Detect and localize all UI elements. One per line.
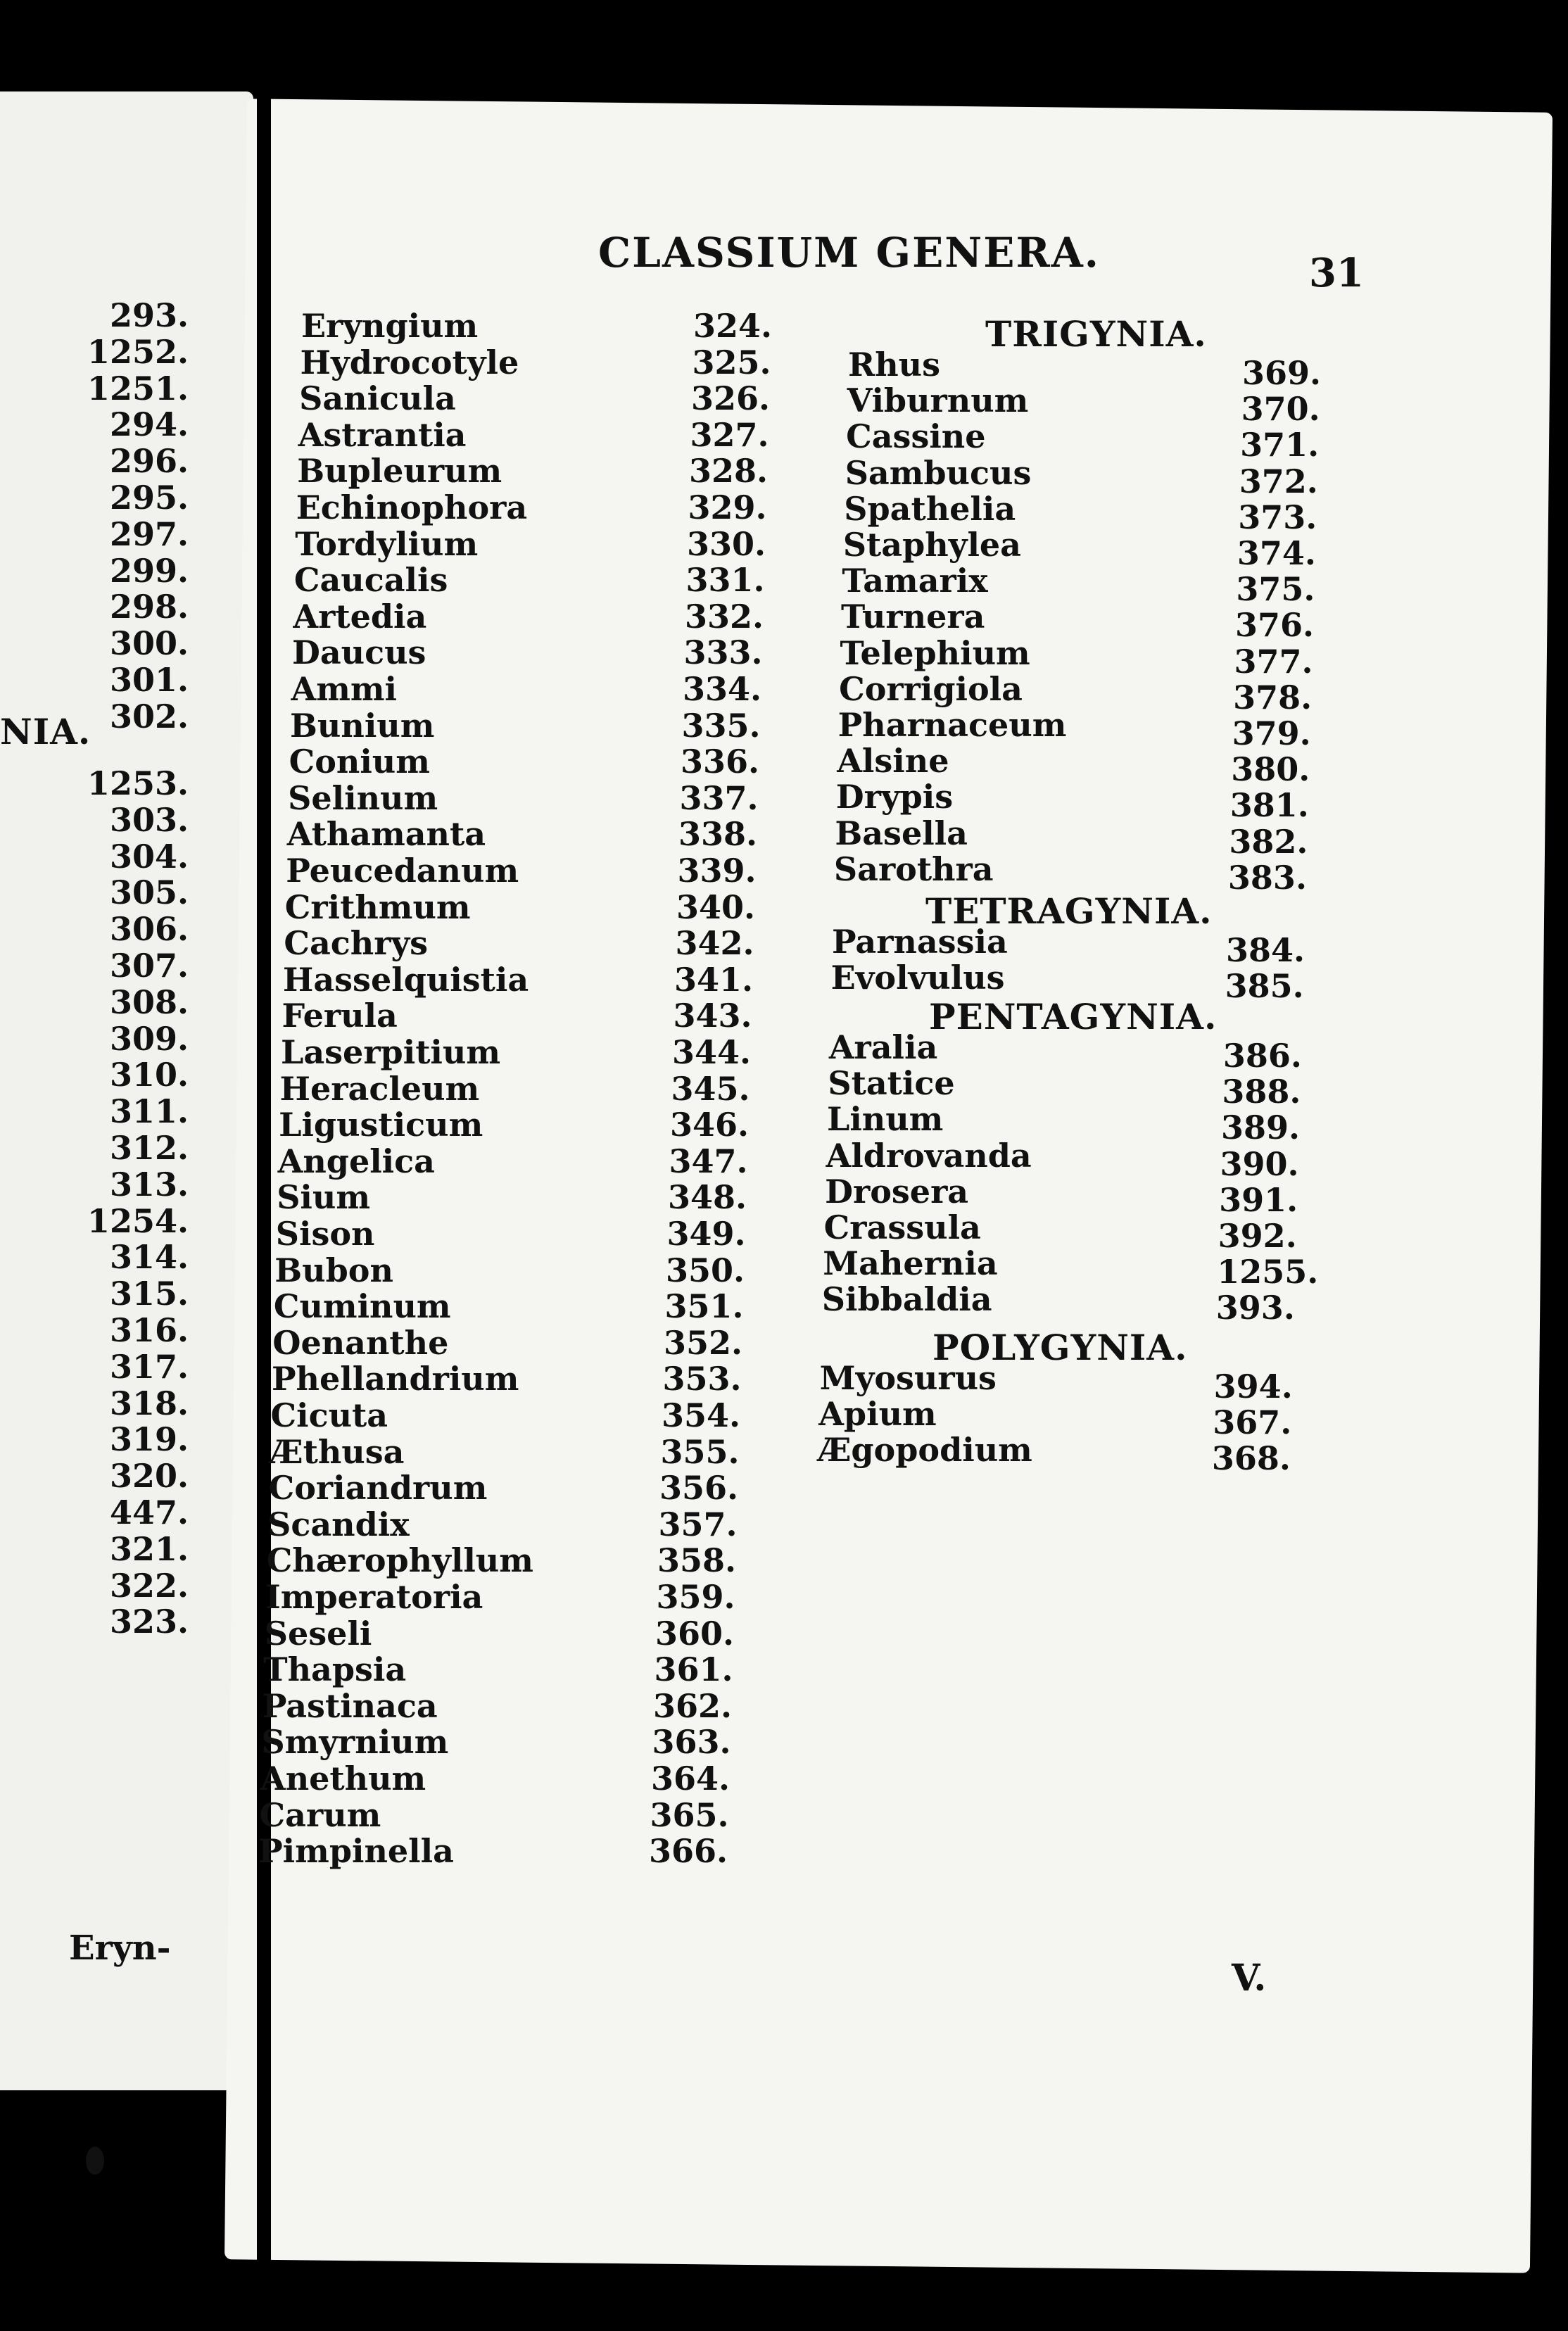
genus-number: 347.: [669, 1142, 748, 1180]
genus-number: 364.: [651, 1760, 731, 1798]
genus-number: 361.: [654, 1650, 733, 1689]
genus-name: Coriandrum: [268, 1469, 488, 1508]
left-page-number: 319.: [109, 1420, 189, 1459]
genus-name: Telephium: [840, 633, 1030, 672]
genus-number: 366.: [649, 1832, 728, 1871]
left-heading-fragment: NIA.: [0, 711, 91, 752]
genus-name: Ferula: [282, 997, 398, 1035]
genus-name: Peucedanum: [286, 852, 519, 890]
footer-catchword: V.: [1232, 1957, 1267, 2000]
genus-name: Pimpinella: [258, 1832, 454, 1871]
left-page-number: 296.: [109, 442, 189, 481]
genus-name: Crithmum: [284, 887, 471, 926]
genus-name: Chærophyllum: [266, 1541, 533, 1580]
genus-number: 332.: [685, 597, 764, 636]
genus-name: Linum: [826, 1100, 944, 1139]
left-page-number: 447.: [109, 1493, 189, 1531]
genus-name: Sibbaldia: [821, 1280, 992, 1319]
genus-name: Anethum: [260, 1760, 426, 1798]
genus-number: 324.: [693, 307, 773, 345]
genus-number: 384.: [1226, 931, 1305, 969]
genus-name: Smyrnium: [261, 1723, 449, 1762]
genus-number: 380.: [1231, 750, 1310, 789]
genus-name: Conium: [289, 743, 430, 781]
genus-name: Basella: [835, 814, 968, 852]
genus-number: 357.: [658, 1505, 738, 1543]
genus-name: Bupleurum: [297, 452, 502, 491]
genus-name: Oenanthe: [272, 1323, 449, 1362]
genus-number: 336.: [681, 743, 760, 781]
left-page-number: 301.: [109, 661, 189, 699]
left-page-number: 293.: [109, 296, 189, 334]
genus-name: Parnassia: [832, 923, 1008, 961]
genus-number: 342.: [675, 924, 754, 963]
genus-number: 326.: [691, 379, 771, 418]
genus-name: Sarothra: [833, 849, 994, 888]
genus-number: 330.: [687, 524, 766, 563]
genus-number: 363.: [652, 1723, 731, 1762]
section-heading: TRIGYNIA.: [985, 313, 1207, 355]
left-page-number: 1253.: [87, 764, 189, 802]
page-title: CLASSIUM GENERA.: [598, 229, 1100, 277]
left-page-number: 320.: [109, 1457, 189, 1496]
genus-number: 386.: [1222, 1037, 1302, 1075]
left-page-number: 298.: [109, 588, 189, 626]
left-page-number: 309.: [109, 1019, 189, 1058]
genus-name: Crassula: [823, 1208, 981, 1246]
genus-name: Sium: [277, 1178, 370, 1217]
left-page-number: 302.: [109, 697, 189, 735]
genus-number: 391.: [1219, 1180, 1298, 1219]
section-heading: POLYGYNIA.: [932, 1327, 1188, 1368]
genus-name: Cuminum: [273, 1287, 451, 1326]
genus-number: 355.: [660, 1432, 740, 1471]
genus-name: Apium: [818, 1395, 937, 1434]
left-page-number: 316.: [109, 1311, 189, 1349]
section-heading: PENTAGYNIA.: [929, 996, 1218, 1037]
genus-name: Artedia: [293, 597, 427, 636]
genus-number: 382.: [1229, 822, 1308, 861]
left-page-number: 303.: [109, 800, 189, 839]
genus-number: 331.: [685, 561, 765, 600]
genus-name: Sison: [275, 1215, 375, 1253]
genus-name: Thapsia: [263, 1650, 407, 1689]
section-heading: TETRAGYNIA.: [925, 890, 1213, 932]
genus-number: 359.: [656, 1578, 735, 1616]
genus-number: 354.: [662, 1396, 741, 1434]
genus-name: Laserpitium: [281, 1033, 501, 1071]
genus-number: 383.: [1227, 858, 1307, 897]
genus-name: Athamanta: [286, 815, 486, 854]
genus-number: 346.: [670, 1106, 750, 1144]
genus-name: Ægopodium: [817, 1431, 1032, 1470]
genus-number: 378.: [1233, 678, 1313, 716]
genus-name: Bunium: [290, 706, 435, 745]
genus-number: 341.: [674, 960, 754, 999]
left-page-number: 322.: [109, 1566, 189, 1605]
genus-name: Turnera: [840, 598, 985, 636]
genus-number: 374.: [1237, 534, 1316, 572]
genus-name: Rhus: [848, 346, 941, 384]
left-page-number: 307.: [109, 947, 189, 985]
genus-name: Bubon: [274, 1251, 393, 1289]
left-page-number: 317.: [109, 1347, 189, 1386]
genus-number: 350.: [666, 1251, 745, 1289]
ink-spot: [86, 2147, 104, 2175]
genus-number: 376.: [1234, 606, 1314, 645]
genus-name: Scandix: [267, 1505, 410, 1543]
left-page-number: 315.: [109, 1275, 189, 1313]
genus-number: 377.: [1234, 642, 1313, 681]
genus-name: Tamarix: [842, 562, 988, 600]
genus-name: Hydrocotyle: [300, 343, 519, 381]
genus-number: 388.: [1222, 1073, 1301, 1111]
genus-name: Spathelia: [844, 489, 1016, 528]
left-page-number: 312.: [109, 1129, 189, 1167]
left-page-number: 318.: [109, 1384, 189, 1422]
genus-number: 390.: [1220, 1144, 1299, 1183]
genus-number: 365.: [650, 1795, 729, 1834]
genus-name: Daucus: [291, 633, 426, 672]
genus-name: Angelica: [277, 1142, 435, 1180]
left-page-number: 321.: [109, 1529, 189, 1568]
genus-number: 335.: [681, 706, 761, 745]
genus-number: 368.: [1211, 1439, 1291, 1478]
genus-name: Staphylea: [842, 526, 1021, 564]
genus-name: Sambucus: [845, 453, 1032, 492]
genus-name: Ligusticum: [279, 1106, 483, 1144]
genus-name: Astrantia: [298, 415, 467, 454]
genus-number: 393.: [1215, 1289, 1295, 1327]
genus-number: 367.: [1213, 1403, 1292, 1442]
genus-name: Caucalis: [293, 561, 448, 600]
genus-name: Pastinaca: [262, 1686, 438, 1725]
genus-name: Mahernia: [823, 1244, 998, 1283]
genus-number: 392.: [1218, 1217, 1297, 1255]
page-number: 31: [1309, 250, 1364, 296]
genus-name: Evolvulus: [830, 959, 1005, 997]
genus-name: Aralia: [828, 1028, 938, 1066]
genus-number: 349.: [666, 1215, 746, 1253]
genus-number: 329.: [688, 488, 767, 526]
genus-name: Cicuta: [270, 1396, 388, 1434]
genus-name: Sanicula: [299, 379, 456, 418]
left-page-number: 305.: [109, 873, 189, 912]
genus-number: 351.: [664, 1287, 744, 1326]
left-page-number: 299.: [109, 551, 189, 590]
left-page-number: 313.: [109, 1165, 189, 1204]
genus-name: Statice: [828, 1064, 955, 1103]
genus-name: Cassine: [846, 417, 986, 456]
genus-number: 389.: [1220, 1108, 1301, 1147]
genus-name: Carum: [259, 1795, 381, 1834]
genus-number: 345.: [671, 1069, 750, 1108]
left-page-number: 323.: [109, 1603, 189, 1641]
genus-number: 333.: [683, 633, 763, 672]
genus-number: 356.: [659, 1469, 739, 1508]
left-page-number: 310.: [109, 1056, 189, 1094]
genus-name: Æthusa: [270, 1432, 405, 1471]
genus-number: 358.: [657, 1541, 737, 1580]
left-page-number: 300.: [109, 624, 189, 663]
genus-number: 338.: [678, 815, 758, 854]
genus-number: 348.: [668, 1178, 747, 1217]
genus-name: Corrigiola: [839, 669, 1023, 708]
genus-number: 1255.: [1217, 1253, 1319, 1291]
genus-number: 362.: [653, 1686, 733, 1725]
left-catchword: Eryn-: [69, 1928, 171, 1968]
genus-number: 334.: [683, 670, 762, 708]
genus-number: 353.: [662, 1360, 742, 1398]
left-page-number: 295.: [109, 479, 189, 517]
genus-name: Hasselquistia: [282, 960, 529, 999]
genus-number: 360.: [655, 1614, 735, 1653]
genus-number: 370.: [1241, 390, 1320, 429]
genus-name: Viburnum: [847, 381, 1029, 420]
genus-name: Aldrovanda: [826, 1136, 1032, 1175]
genus-number: 352.: [664, 1323, 743, 1362]
genus-name: Drypis: [835, 778, 954, 816]
genus-name: Eryngium: [301, 307, 479, 345]
genus-number: 328.: [689, 452, 769, 491]
left-page-number: 304.: [109, 837, 189, 876]
genus-name: Seseli: [264, 1614, 372, 1653]
genus-number: 371.: [1240, 426, 1320, 465]
genus-number: 381.: [1229, 786, 1309, 825]
genus-name: Myosurus: [819, 1359, 997, 1397]
left-page-number: 1252.: [87, 332, 189, 371]
genus-number: 340.: [676, 887, 756, 926]
genus-name: Phellandrium: [271, 1360, 519, 1398]
genus-number: 339.: [677, 852, 757, 890]
genus-number: 379.: [1232, 714, 1311, 752]
left-page-number: 314.: [109, 1238, 189, 1277]
genus-number: 394.: [1213, 1367, 1293, 1405]
genus-number: 343.: [673, 997, 752, 1035]
genus-name: Echinophora: [296, 488, 528, 526]
genus-name: Alsine: [837, 742, 949, 781]
book-gutter: [257, 99, 271, 2280]
left-page-number: 306.: [109, 910, 189, 949]
genus-name: Pharnaceum: [837, 706, 1067, 744]
genus-number: 372.: [1239, 462, 1318, 500]
genus-number: 375.: [1236, 570, 1315, 609]
genus-number: 325.: [692, 343, 771, 381]
genus-number: 373.: [1238, 498, 1317, 536]
genus-number: 327.: [690, 415, 769, 454]
left-page-number: 311.: [109, 1092, 189, 1131]
genus-number: 369.: [1242, 354, 1322, 392]
left-page-number: 1251.: [87, 369, 189, 408]
genus-number: 344.: [672, 1033, 752, 1071]
left-page-number: 308.: [109, 983, 189, 1021]
left-page-number: 1254.: [87, 1201, 189, 1240]
genus-name: Ammi: [291, 670, 398, 708]
genus-name: Cachrys: [284, 924, 429, 963]
genus-number: 337.: [679, 778, 759, 817]
genus-name: Drosera: [825, 1172, 969, 1211]
genus-name: Imperatoria: [265, 1578, 483, 1616]
genus-name: Heracleum: [279, 1069, 480, 1108]
genus-name: Selinum: [288, 778, 438, 817]
genus-name: Tordylium: [295, 524, 479, 563]
left-page-number: 294.: [109, 405, 189, 444]
genus-number: 385.: [1225, 967, 1304, 1006]
left-page-number: 297.: [109, 514, 189, 553]
